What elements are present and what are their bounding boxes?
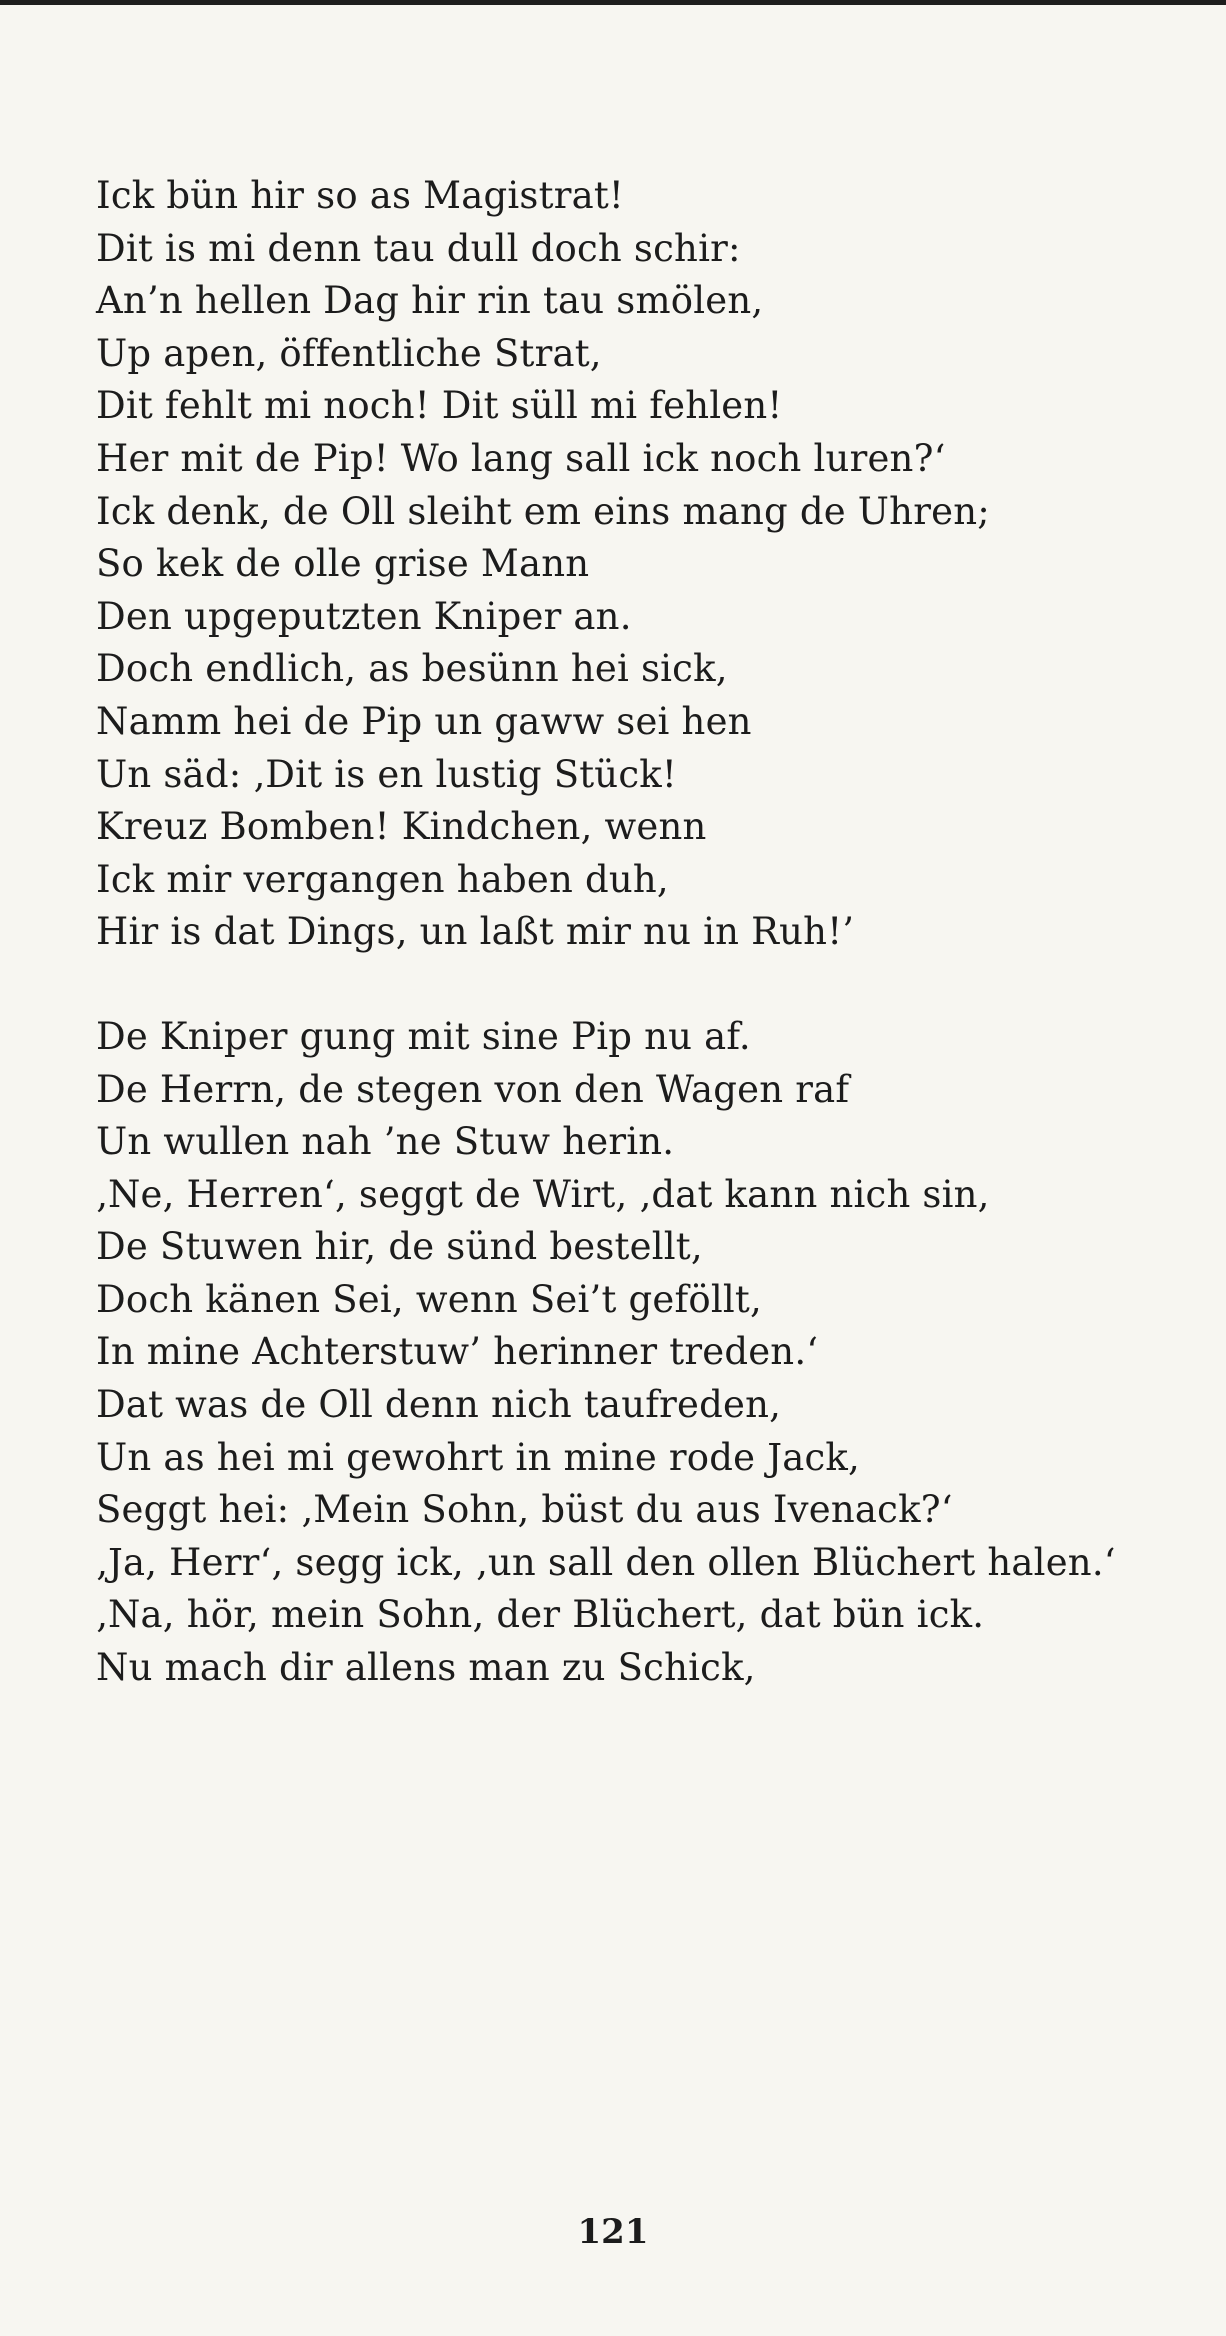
verse-line: Un as hei mi gewohrt in mine rode Jack, [96,1435,860,1479]
verse-line: Doch känen Sei, wenn Sei’t geföllt, [96,1277,762,1321]
verse-line: ‚Na, hör, mein Sohn, der Blüchert, dat bün ick. [96,1593,985,1637]
verse-line: In mine Achterstuw’ herinner treden.‘ [96,1330,819,1374]
verse-line: Up apen, öffentliche Strat, [96,331,602,375]
stanza-2 [96,1011,1176,1695]
verse-line: Dit fehlt mi noch! Dit süll mi fehlen! [96,384,783,428]
verse-line: Ick denk, de Oll sleiht em eins mang de Uhren; [96,489,990,533]
verse-line: Un säd: ‚Dit is en lustig Stück! [96,752,677,796]
verse-line: ‚Ne, Herren‘, seggt de Wirt, ‚dat kann nich sin, [96,1172,990,1216]
verse-line: Doch endlich, as besünn hei sick, [96,647,728,691]
verse-line: De Kniper gung mit sine Pip nu af. [96,1014,751,1058]
verse-line: Ick mir vergangen haben duh, [96,857,669,901]
verse-line: Kreuz Bomben! Kindchen, wenn [96,805,707,849]
verse-line: Ick bün hir so as Magistrat! [96,174,624,217]
verse-line: De Stuwen hir, de sünd bestellt, [96,1225,703,1269]
verse-line: Den upgeputzten Kniper an. [96,594,632,638]
verse-line: Hir is dat Dings, un laßt mir nu in Ruh!’ [96,910,855,954]
verse-line: Un wullen nah ’ne Stuw herin. [96,1120,675,1164]
verse-line: Dit is mi denn tau dull doch schir: [96,226,741,270]
verse-line: De Herrn, de stegen von den Wagen raf [96,1067,850,1111]
verse-line: Seggt hei: ‚Mein Sohn, büst du aus Ivenack?‘ [96,1488,953,1532]
verse-line: Namm hei de Pip un gaww sei hen [96,699,752,743]
poem-text [96,170,1176,1695]
verse-line: An’n hellen Dag hir rin tau smölen, [96,279,764,323]
verse-line: Dat was de Oll denn nich taufreden, [96,1383,782,1427]
stanza-1 [96,170,1176,959]
verse-line: ‚Ja, Herr‘, segg ick, ‚un sall den ollen Blüchert halen.‘ [96,1540,1116,1584]
page-number: 121 [577,2212,649,2252]
verse-line: Nu mach dir allens man zu Schick, [96,1646,756,1690]
verse-line: Her mit de Pip! Wo lang sall ick noch luren?‘ [96,436,946,480]
verse-line: So kek de olle grise Mann [96,542,590,586]
